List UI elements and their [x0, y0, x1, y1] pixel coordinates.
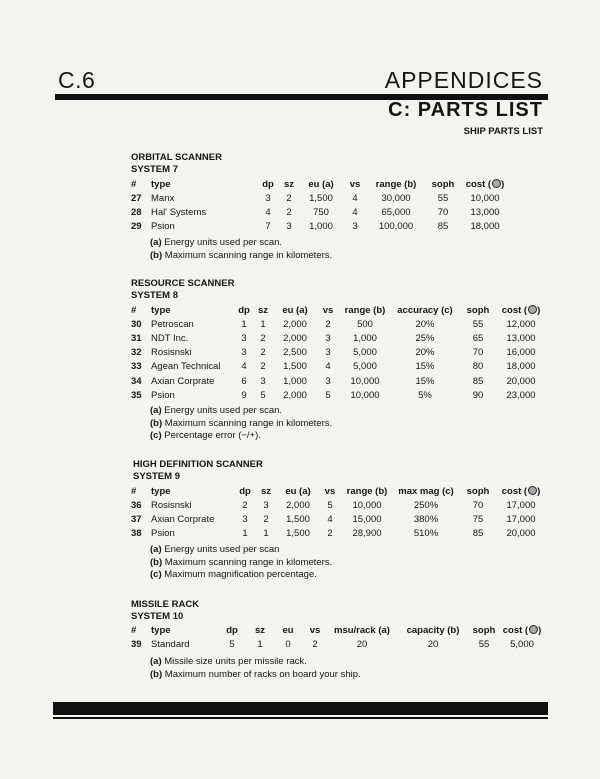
resource-scanner-section	[131, 278, 234, 302]
column-header: dp	[226, 624, 238, 636]
table-cell: 2	[260, 332, 266, 344]
column-header: sz	[283, 178, 295, 190]
column-header: type	[151, 485, 171, 497]
table-cell: 3	[286, 221, 292, 233]
footnote-text: Maximum magnification percentage.	[164, 569, 317, 580]
section-title: ORBITAL SCANNER	[131, 152, 222, 163]
table-cell: Psion	[151, 221, 175, 233]
table-cell: 65	[472, 332, 484, 344]
section-heading: APPENDICES	[384, 67, 543, 93]
footnote-key: (a)	[150, 656, 162, 667]
orbital-scanner-notes	[150, 237, 332, 262]
table-cell: 3	[241, 347, 247, 359]
table-row	[131, 498, 545, 512]
footnote	[150, 557, 332, 570]
column-header: #	[131, 178, 137, 190]
table-cell: 1,000	[353, 332, 377, 344]
column-header: #	[131, 304, 137, 316]
column-header: accuracy (c)	[397, 304, 453, 316]
footnote-text: Maximum scanning range in kilometers.	[164, 417, 333, 429]
table-cell: 80	[472, 361, 484, 373]
footer-bar	[53, 702, 548, 715]
footnote-text: Energy units used per scan.	[164, 405, 283, 416]
table-cell: 3	[352, 221, 358, 233]
table-cell: 70	[472, 347, 484, 359]
orbital-scanner-table	[131, 177, 509, 234]
table-cell: Rosisnski	[151, 347, 192, 359]
coin-icon	[528, 305, 537, 314]
footnote	[150, 430, 332, 443]
page-subtitle: SHIP PARTS LIST	[463, 126, 543, 137]
table-cell: 2,000	[286, 499, 310, 511]
column-header: soph	[472, 624, 496, 636]
column-header: sz	[257, 304, 269, 316]
table-cell: 85	[437, 221, 449, 233]
table-row	[131, 331, 545, 345]
footnote-text: Maximum scanning range in kilometers.	[164, 556, 333, 568]
table-cell: 10,000	[470, 192, 500, 204]
table-cell: 1	[263, 528, 269, 540]
table-cell: 15%	[415, 361, 435, 373]
table-header-row	[131, 177, 509, 191]
table-cell: 15%	[415, 375, 435, 387]
missile-rack-table	[131, 623, 545, 651]
table-cell: 1,500	[286, 528, 310, 540]
table-cell: 36	[131, 499, 142, 511]
footnote-key: (b)	[150, 417, 163, 429]
table-row	[131, 360, 545, 374]
table-cell: 3	[325, 375, 331, 387]
table-row	[131, 191, 509, 205]
high-definition-scanner-section	[133, 459, 263, 483]
table-cell: 1,500	[286, 513, 310, 525]
section-system: SYSTEM 10	[131, 611, 184, 622]
column-header: eu (a)	[308, 178, 334, 190]
footnote-key: (a)	[150, 405, 162, 416]
footnote	[150, 669, 361, 682]
table-cell: 30,000	[381, 192, 411, 204]
table-cell: 32	[131, 347, 142, 359]
column-header: eu	[282, 624, 294, 636]
table-cell: 3	[325, 347, 331, 359]
table-header-row	[131, 623, 545, 637]
table-cell: Rosisnski	[151, 499, 192, 511]
table-cell: 34	[131, 375, 142, 387]
table-cell: 2	[327, 528, 333, 540]
table-cell: Axian Corprate	[151, 513, 215, 525]
table-cell: 3	[241, 332, 247, 344]
table-row	[131, 512, 545, 526]
table-cell: 1	[257, 638, 263, 650]
column-header: eu (a)	[282, 304, 308, 316]
table-cell: 4	[265, 206, 271, 218]
table-cell: 750	[313, 206, 329, 218]
table-cell: 2	[263, 513, 269, 525]
section-system: SYSTEM 7	[131, 164, 178, 175]
table-cell: 65,000	[381, 206, 411, 218]
table-row	[131, 317, 545, 331]
table-cell: Standard	[151, 638, 190, 650]
footnote-text: Percentage error (−/+).	[164, 430, 261, 441]
footnote	[150, 569, 332, 582]
footnote	[150, 405, 332, 418]
table-cell: 1	[241, 318, 247, 330]
footnote-key: (a)	[150, 237, 162, 248]
table-cell: 17,000	[506, 513, 536, 525]
resource-scanner-table	[131, 303, 545, 402]
table-row	[131, 527, 545, 541]
footnote	[150, 250, 332, 263]
column-header: range (b)	[344, 304, 386, 316]
column-header: msu/rack (a)	[334, 624, 390, 636]
column-header: type	[151, 304, 171, 316]
footnote-key: (b)	[150, 556, 163, 568]
table-header-row	[131, 303, 545, 317]
table-cell: 18,000	[506, 361, 536, 373]
column-header: sz	[254, 624, 266, 636]
column-header: #	[131, 624, 137, 636]
table-cell: 55	[472, 318, 484, 330]
table-cell: 23,000	[506, 389, 536, 401]
table-cell: 100,000	[378, 221, 414, 233]
missile-rack-section	[131, 599, 199, 623]
table-cell: 2	[325, 318, 331, 330]
table-cell: 20	[427, 638, 439, 650]
table-row	[131, 346, 545, 360]
table-cell: 5	[327, 499, 333, 511]
table-cell: 3	[265, 192, 271, 204]
table-cell: 2	[260, 361, 266, 373]
table-cell: 4	[327, 513, 333, 525]
table-cell: Petroscan	[151, 318, 194, 330]
table-cell: 55	[437, 192, 449, 204]
table-cell: 29	[131, 221, 142, 233]
column-header: sz	[260, 485, 272, 497]
table-cell: 18,000	[470, 221, 500, 233]
coin-icon	[492, 179, 501, 188]
column-header-label: cost (	[501, 304, 528, 316]
table-cell: 13,000	[506, 332, 536, 344]
footnote-text: Maximum scanning range in kilometers.	[164, 249, 333, 261]
column-header: vs	[322, 304, 334, 316]
column-header-label: cost (	[465, 178, 492, 190]
table-cell: 2	[260, 347, 266, 359]
column-header: soph	[466, 485, 490, 497]
table-cell: 4	[241, 361, 247, 373]
section-system: SYSTEM 9	[133, 471, 180, 482]
table-row	[131, 374, 545, 388]
section-title: HIGH DEFINITION SCANNER	[133, 459, 263, 470]
footnote	[150, 237, 332, 250]
table-cell: 27	[131, 192, 142, 204]
table-cell: 5	[260, 389, 266, 401]
table-cell: 20%	[415, 347, 435, 359]
table-row	[131, 388, 545, 402]
table-cell: 70	[437, 206, 449, 218]
table-cell: 37	[131, 513, 142, 525]
table-cell: 55	[478, 638, 490, 650]
table-cell: 5	[325, 389, 331, 401]
table-cell: Psion	[151, 389, 175, 401]
column-header: dp	[239, 485, 251, 497]
high-definition-scanner-notes	[150, 544, 332, 582]
table-cell: 3	[325, 332, 331, 344]
table-cell: 25%	[415, 332, 435, 344]
table-cell: 35	[131, 389, 142, 401]
table-cell: 2	[286, 206, 292, 218]
column-header: vs	[309, 624, 321, 636]
footnote-key: (b)	[150, 249, 163, 261]
coin-icon	[529, 625, 538, 634]
table-cell: 4	[352, 192, 358, 204]
table-cell: 3	[242, 513, 248, 525]
footnote	[150, 544, 332, 557]
table-cell: 9	[241, 389, 247, 401]
table-cell: 30	[131, 318, 142, 330]
table-cell: 38	[131, 528, 142, 540]
column-header-label: cost (	[501, 485, 528, 497]
table-cell: 2,500	[283, 347, 307, 359]
table-cell: Psion	[151, 528, 175, 540]
table-cell: 85	[472, 375, 484, 387]
column-header: cost ( )	[502, 624, 542, 636]
page-number: C.6	[58, 67, 96, 93]
column-header-label: cost (	[502, 624, 529, 636]
table-cell: 510%	[413, 528, 439, 540]
table-cell: 5%	[418, 389, 432, 401]
column-header: range (b)	[346, 485, 388, 497]
footnote-text: Energy units used per scan	[164, 544, 280, 555]
column-header: cost ( )	[465, 178, 505, 190]
footnote-key: (c)	[150, 430, 162, 441]
column-header: type	[151, 624, 171, 636]
table-row	[131, 220, 509, 234]
table-cell: 16,000	[506, 347, 536, 359]
table-row	[131, 637, 545, 651]
table-cell: 10,000	[352, 499, 382, 511]
table-cell: 7	[265, 221, 271, 233]
column-header: cost ( )	[501, 485, 541, 497]
table-cell: 28,900	[352, 528, 382, 540]
footnote-text: Missile size units per missile rack.	[164, 656, 307, 667]
footnote	[150, 418, 332, 431]
table-cell: 1,000	[309, 221, 333, 233]
table-cell: 17,000	[506, 499, 536, 511]
table-cell: 1,500	[283, 361, 307, 373]
table-cell: 1	[242, 528, 248, 540]
table-cell: 5,000	[353, 347, 377, 359]
footer-rule	[53, 717, 548, 719]
table-cell: 20	[356, 638, 368, 650]
table-cell: 2,000	[283, 389, 307, 401]
table-cell: 2	[312, 638, 318, 650]
table-cell: 1,000	[283, 375, 307, 387]
resource-scanner-notes	[150, 405, 332, 443]
table-cell: 500	[357, 318, 373, 330]
table-cell: 3	[260, 375, 266, 387]
footnote	[150, 656, 361, 669]
column-header: capacity (b)	[406, 624, 460, 636]
column-header: soph	[431, 178, 455, 190]
table-cell: 28	[131, 206, 142, 218]
table-cell: 0	[285, 638, 291, 650]
column-header: type	[151, 178, 171, 190]
column-header: dp	[238, 304, 250, 316]
table-cell: 6	[241, 375, 247, 387]
missile-rack-notes	[150, 656, 361, 681]
table-cell: Manx	[151, 192, 175, 204]
section-system: SYSTEM 8	[131, 290, 178, 301]
table-cell: NDT Inc.	[151, 332, 189, 344]
table-cell: 4	[352, 206, 358, 218]
table-cell: Agean Technical	[151, 361, 221, 373]
table-cell: 70	[472, 499, 484, 511]
column-header: vs	[349, 178, 361, 190]
table-cell: 4	[325, 361, 331, 373]
column-header: soph	[466, 304, 490, 316]
table-cell: 85	[472, 528, 484, 540]
table-cell: 380%	[413, 513, 439, 525]
orbital-scanner-section	[131, 152, 222, 176]
table-cell: 31	[131, 332, 142, 344]
column-header: #	[131, 485, 137, 497]
column-header: range (b)	[375, 178, 417, 190]
table-cell: 2,000	[283, 332, 307, 344]
table-cell: 2	[286, 192, 292, 204]
table-cell: 1	[260, 318, 266, 330]
table-cell: 39	[131, 638, 142, 650]
table-cell: 2	[242, 499, 248, 511]
column-header: dp	[262, 178, 274, 190]
table-cell: 5	[229, 638, 235, 650]
table-cell: 20,000	[506, 375, 536, 387]
page-title: C: PARTS LIST	[388, 99, 543, 121]
table-cell: 1,500	[309, 192, 333, 204]
table-cell: 12,000	[506, 318, 536, 330]
table-header-row	[131, 484, 545, 498]
footnote-text: Energy units used per scan.	[164, 237, 283, 248]
column-header: max mag (c)	[398, 485, 454, 497]
table-cell: 10,000	[350, 389, 380, 401]
table-cell: 15,000	[352, 513, 382, 525]
table-cell: 13,000	[470, 206, 500, 218]
table-cell: 250%	[413, 499, 439, 511]
table-cell: 20%	[415, 318, 435, 330]
section-title: RESOURCE SCANNER	[131, 278, 235, 289]
footnote-key: (a)	[150, 544, 162, 555]
table-cell: 5,000	[353, 361, 377, 373]
footnote-text: Maximum number of racks on board your ship.	[164, 668, 361, 680]
table-cell: 5,000	[510, 638, 534, 650]
table-cell: 10,000	[350, 375, 380, 387]
table-cell: 33	[131, 361, 142, 373]
table-cell: 3	[263, 499, 269, 511]
coin-icon	[528, 486, 537, 495]
footnote-key: (b)	[150, 668, 163, 680]
footnote-key: (c)	[150, 569, 162, 580]
column-header: vs	[324, 485, 336, 497]
table-cell: 20,000	[506, 528, 536, 540]
column-header: eu (a)	[285, 485, 311, 497]
section-title: MISSILE RACK	[131, 599, 200, 610]
high-definition-scanner-table	[131, 484, 545, 541]
table-cell: Axian Corprate	[151, 375, 215, 387]
table-cell: 90	[472, 389, 484, 401]
column-header: cost ( )	[501, 304, 541, 316]
table-cell: 2,000	[283, 318, 307, 330]
table-row	[131, 205, 509, 219]
table-cell: Hal' Systems	[151, 206, 207, 218]
table-cell: 75	[472, 513, 484, 525]
